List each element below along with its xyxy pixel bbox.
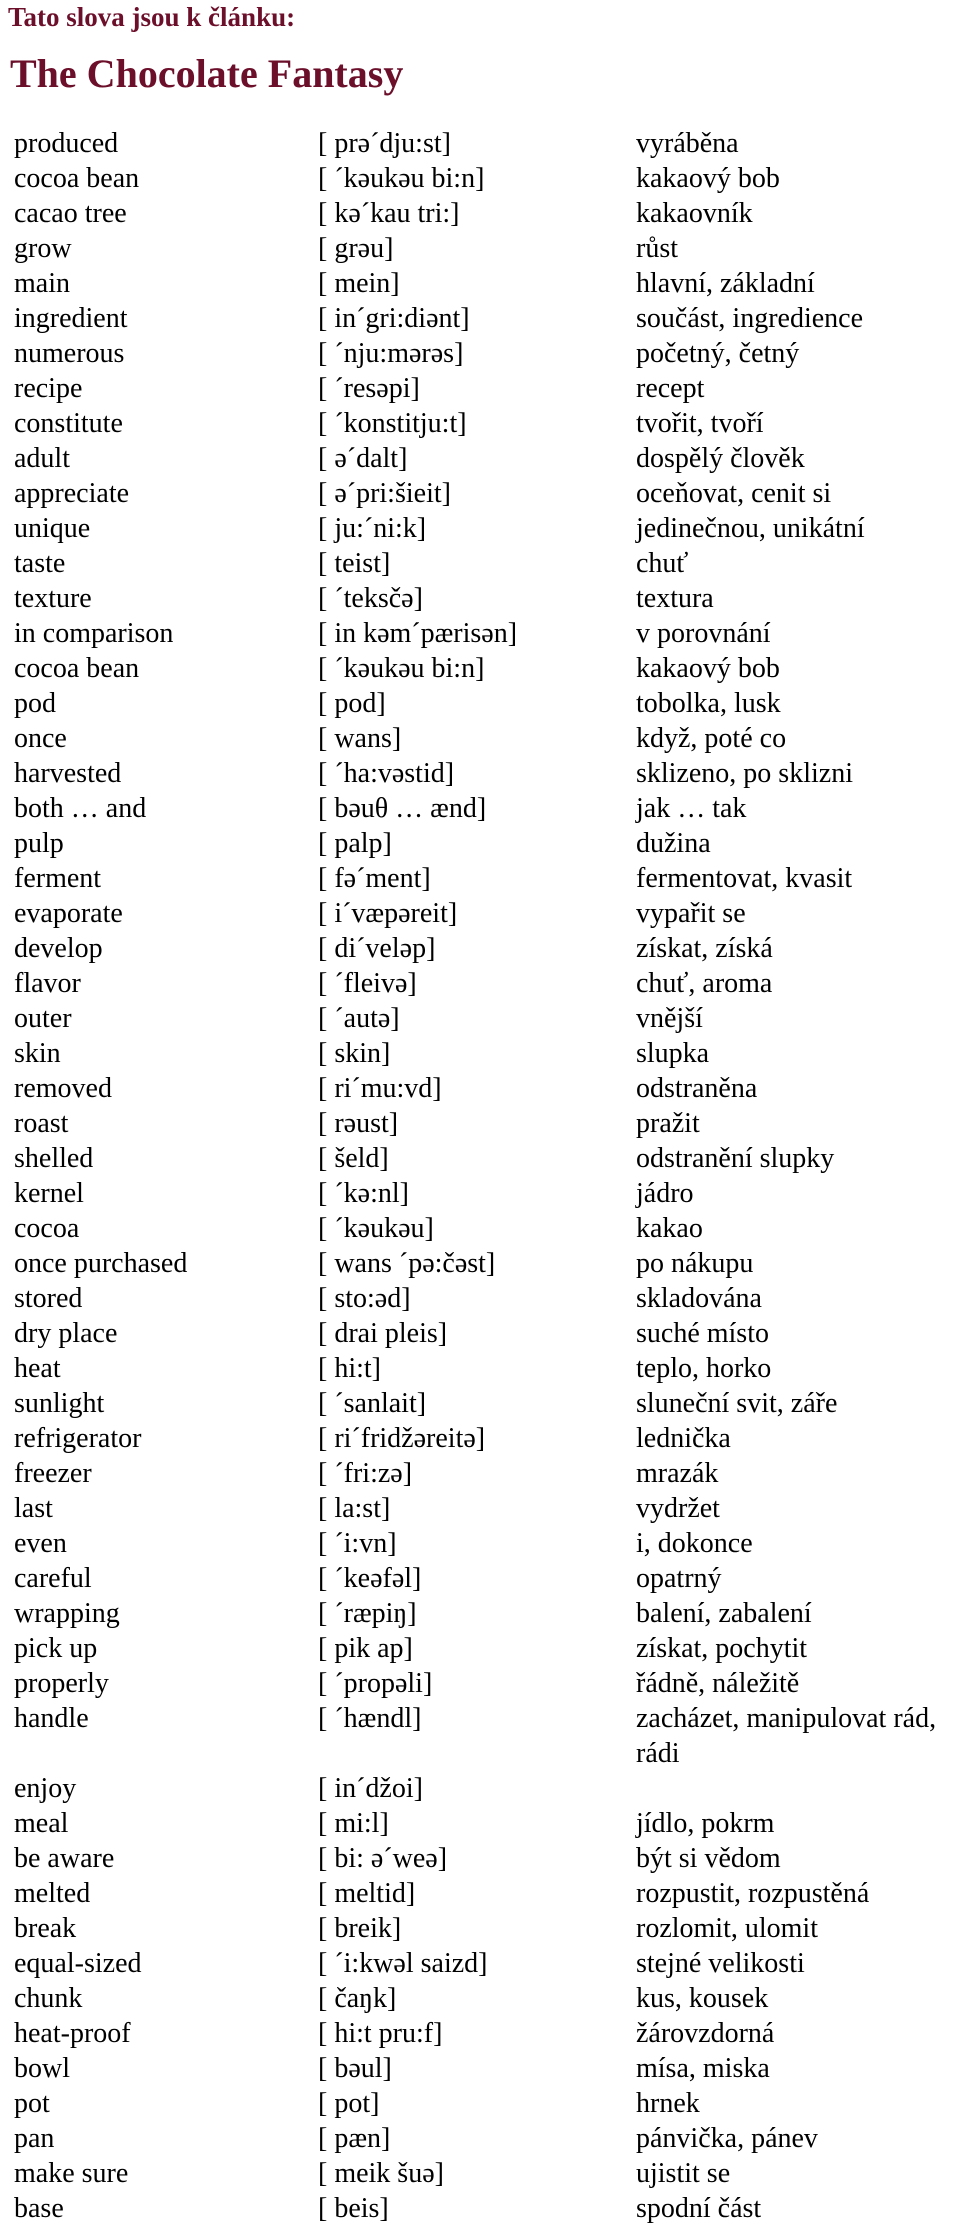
vocab-row [0, 301, 960, 336]
english-word: careful [14, 1563, 92, 1594]
pronunciation: [ palp] [318, 828, 392, 859]
vocab-row [0, 1911, 960, 1946]
czech-translation: slupka [636, 1038, 710, 1069]
vocab-row [0, 1071, 960, 1106]
pronunciation: [ bəuθ … ænd] [318, 793, 487, 824]
english-word: melted [14, 1878, 91, 1909]
czech-translation: kakao [636, 1213, 703, 1244]
czech-translation: pánvička, pánev [636, 2123, 818, 2154]
english-word: last [14, 1493, 53, 1524]
vocab-row [0, 126, 960, 161]
english-word: equal-sized [14, 1948, 142, 1979]
english-word: in comparison [14, 618, 174, 649]
vocab-row [0, 1876, 960, 1911]
pronunciation: [ teist] [318, 548, 391, 579]
english-word: enjoy [14, 1773, 77, 1804]
vocab-row [0, 266, 960, 301]
pronunciation: [ šeld] [318, 1143, 389, 1174]
vocab-row [0, 1631, 960, 1666]
czech-translation: vypařit se [636, 898, 746, 929]
pronunciation: [ ´keəfəl] [318, 1563, 422, 1594]
vocab-row [0, 231, 960, 266]
czech-translation: když, poté co [636, 723, 787, 754]
english-word: develop [14, 933, 103, 964]
czech-translation: odstraněna [636, 1073, 758, 1104]
vocab-row [0, 1281, 960, 1316]
pronunciation: [ ´ræpiŋ] [318, 1598, 417, 1629]
vocab-row [0, 896, 960, 931]
pronunciation: [ pot] [318, 2088, 380, 2119]
czech-translation: opatrný [636, 1563, 722, 1594]
pronunciation: [ ə´pri:šieit] [318, 478, 451, 509]
vocab-row [0, 1246, 960, 1281]
english-word: cocoa bean [14, 653, 140, 684]
vocab-row [0, 196, 960, 231]
czech-translation: zacházet, manipulovat rád, rádi [636, 1703, 937, 1769]
czech-translation: řádně, náležitě [636, 1668, 800, 1699]
vocab-row [0, 1036, 960, 1071]
pronunciation: [ wans ´pə:čəst] [318, 1248, 496, 1279]
english-word: roast [14, 1108, 69, 1139]
english-word: once [14, 723, 67, 754]
czech-translation: jádro [636, 1178, 694, 1209]
english-word: wrapping [14, 1598, 120, 1629]
pronunciation: [ ´teksčə] [318, 583, 423, 614]
czech-translation: růst [636, 233, 678, 264]
english-word: cocoa [14, 1213, 80, 1244]
pronunciation: [ in kəm´pærisən] [318, 618, 518, 649]
pronunciation: [ bəul] [318, 2053, 392, 2084]
english-word: main [14, 268, 70, 299]
english-word: ferment [14, 863, 102, 894]
pronunciation: [ ´ha:vəstid] [318, 758, 455, 789]
pronunciation: [ ´autə] [318, 1003, 400, 1034]
english-word: removed [14, 1073, 112, 1104]
czech-translation: sklizeno, po sklizni [636, 758, 853, 789]
english-word: properly [14, 1668, 109, 1699]
vocab-row [0, 1491, 960, 1526]
czech-translation: oceňovat, cenit si [636, 478, 832, 509]
english-word: numerous [14, 338, 125, 369]
english-word: break [14, 1913, 77, 1944]
vocab-row [0, 966, 960, 1001]
vocab-row [0, 2016, 960, 2051]
vocabulary-table [0, 126, 960, 2226]
english-word: dry place [14, 1318, 118, 1349]
czech-translation: vnější [636, 1003, 703, 1034]
pronunciation: [ hi:t] [318, 1353, 381, 1384]
czech-translation: sluneční svit, záře [636, 1388, 838, 1419]
pronunciation: [ ´sanlait] [318, 1388, 427, 1419]
czech-translation: hlavní, základní [636, 268, 815, 299]
english-word: harvested [14, 758, 122, 789]
english-word: meal [14, 1808, 69, 1839]
czech-translation: i, dokonce [636, 1528, 753, 1559]
czech-translation: kakaovník [636, 198, 753, 229]
pronunciation: [ ju:´ni:k] [318, 513, 427, 544]
intro-text: Tato slova jsou k článku: [8, 2, 296, 32]
czech-translation: balení, zabalení [636, 1598, 812, 1629]
vocab-row [0, 441, 960, 476]
czech-translation: mísa, miska [636, 2053, 770, 2084]
vocab-row [0, 1351, 960, 1386]
english-word: heat-proof [14, 2018, 131, 2049]
pronunciation: [ mi:l] [318, 1808, 389, 1839]
pronunciation: [ ´propəli] [318, 1668, 433, 1699]
pronunciation: [ ´resəpi] [318, 373, 420, 404]
pronunciation: [ wans] [318, 723, 402, 754]
pronunciation: [ beis] [318, 2193, 389, 2224]
pronunciation: [ ´hændl] [318, 1703, 422, 1734]
vocab-row [0, 1211, 960, 1246]
vocab-row [0, 861, 960, 896]
vocab-row [0, 1666, 960, 1701]
vocab-row [0, 826, 960, 861]
czech-translation: kus, kousek [636, 1983, 769, 2014]
english-word: heat [14, 1353, 61, 1384]
english-word: stored [14, 1283, 83, 1314]
pronunciation: [ fə´ment] [318, 863, 431, 894]
pronunciation: [ pæn] [318, 2123, 391, 2154]
czech-translation: odstranění slupky [636, 1143, 835, 1174]
czech-translation: teplo, horko [636, 1353, 772, 1384]
vocab-row [0, 756, 960, 791]
english-word: even [14, 1528, 67, 1559]
czech-translation: tvořit, tvoří [636, 408, 764, 439]
english-word: flavor [14, 968, 81, 999]
vocab-row [0, 1421, 960, 1456]
czech-translation: suché místo [636, 1318, 769, 1349]
czech-translation: ujistit se [636, 2158, 731, 2189]
vocab-row [0, 931, 960, 966]
vocab-row [0, 2191, 960, 2226]
czech-translation: rozlomit, ulomit [636, 1913, 818, 1944]
vocab-row [0, 1176, 960, 1211]
pronunciation: [ i´væpəreit] [318, 898, 458, 929]
pronunciation: [ ´kəukəu] [318, 1213, 434, 1244]
english-word: freezer [14, 1458, 92, 1489]
pronunciation: [ rəust] [318, 1108, 399, 1139]
vocab-row [0, 1771, 960, 1806]
english-word: cacao tree [14, 198, 127, 229]
czech-translation: dužina [636, 828, 711, 859]
english-word: taste [14, 548, 66, 579]
vocab-row [0, 1701, 960, 1771]
czech-translation: stejné velikosti [636, 1948, 805, 1979]
english-word: pick up [14, 1633, 98, 1664]
czech-translation: fermentovat, kvasit [636, 863, 853, 894]
vocab-row [0, 336, 960, 371]
english-word: pot [14, 2088, 50, 2119]
vocab-row [0, 791, 960, 826]
pronunciation: [ in´gri:diənt] [318, 303, 470, 334]
czech-translation: součást, ingredience [636, 303, 864, 334]
pronunciation: [ meik šuə] [318, 2158, 444, 2189]
czech-translation: jak … tak [636, 793, 747, 824]
english-word: appreciate [14, 478, 130, 509]
english-word: evaporate [14, 898, 123, 929]
english-word: refrigerator [14, 1423, 142, 1454]
czech-translation: kakaový bob [636, 653, 780, 684]
english-word: chunk [14, 1983, 83, 2014]
vocab-row [0, 1981, 960, 2016]
czech-translation: hrnek [636, 2088, 700, 2119]
czech-translation: lednička [636, 1423, 731, 1454]
english-word: be aware [14, 1843, 115, 1874]
vocab-row [0, 371, 960, 406]
czech-translation: spodní část [636, 2193, 762, 2224]
vocab-row [0, 2086, 960, 2121]
czech-translation: skladována [636, 1283, 762, 1314]
pronunciation: [ meltid] [318, 1878, 416, 1909]
czech-translation: žárovzdorná [636, 2018, 775, 2049]
czech-translation: chuť [636, 548, 689, 579]
vocab-row [0, 686, 960, 721]
english-word: cocoa bean [14, 163, 140, 194]
pronunciation: [ ə´dalt] [318, 443, 408, 474]
vocab-row [0, 1526, 960, 1561]
pronunciation: [ pod] [318, 688, 386, 719]
vocab-row [0, 1596, 960, 1631]
pronunciation: [ la:st] [318, 1493, 391, 1524]
english-word: grow [14, 233, 72, 264]
czech-translation: textura [636, 583, 714, 614]
english-word: kernel [14, 1178, 84, 1209]
czech-translation: recept [636, 373, 705, 404]
pronunciation: [ ´kəukəu bi:n] [318, 163, 485, 194]
english-word: bowl [14, 2053, 70, 2084]
czech-translation: být si vědom [636, 1843, 781, 1874]
czech-translation: chuť, aroma [636, 968, 773, 999]
vocab-row [0, 1456, 960, 1491]
pronunciation: [ ´i:vn] [318, 1528, 397, 1559]
vocab-row [0, 1561, 960, 1596]
czech-translation: dospělý člověk [636, 443, 805, 474]
pronunciation: [ breik] [318, 1913, 402, 1944]
czech-translation: mrazák [636, 1458, 719, 1489]
vocab-row [0, 2121, 960, 2156]
pronunciation: [ di´veləp] [318, 933, 436, 964]
pronunciation: [ ´fri:zə] [318, 1458, 413, 1489]
pronunciation: [ bi: ə´weə] [318, 1843, 448, 1874]
pronunciation: [ ´i:kwəl saizd] [318, 1948, 488, 1979]
vocab-row [0, 511, 960, 546]
english-word: both … and [14, 793, 147, 824]
pronunciation: [ ´kə:nl] [318, 1178, 409, 1209]
czech-translation: vydržet [636, 1493, 720, 1524]
czech-translation: po nákupu [636, 1248, 754, 1279]
czech-translation: rozpustit, rozpustěná [636, 1878, 870, 1909]
vocab-row [0, 1141, 960, 1176]
article-title: The Chocolate Fantasy [10, 51, 404, 96]
vocab-row [0, 1106, 960, 1141]
english-word: handle [14, 1703, 89, 1734]
english-word: recipe [14, 373, 83, 404]
english-word: once purchased [14, 1248, 188, 1279]
czech-translation: pražit [636, 1108, 700, 1139]
vocab-row [0, 1806, 960, 1841]
pronunciation: [ hi:t pru:f] [318, 2018, 443, 2049]
vocab-row [0, 616, 960, 651]
english-word: texture [14, 583, 92, 614]
english-word: produced [14, 128, 119, 159]
english-word: pan [14, 2123, 55, 2154]
vocab-row [0, 1946, 960, 1981]
pronunciation: [ ri´fridžəreitə] [318, 1423, 486, 1454]
english-word: ingredient [14, 303, 128, 334]
english-word: pulp [14, 828, 64, 859]
pronunciation: [ ´nju:mərəs] [318, 338, 464, 369]
pronunciation: [ in´džoi] [318, 1773, 423, 1804]
english-word: unique [14, 513, 91, 544]
pronunciation: [ skin] [318, 1038, 391, 1069]
vocab-row [0, 161, 960, 196]
czech-translation: v porovnání [636, 618, 771, 649]
pronunciation: [ grəu] [318, 233, 394, 264]
vocab-row [0, 1316, 960, 1351]
english-word: base [14, 2193, 64, 2224]
english-word: pod [14, 688, 56, 719]
czech-translation: jídlo, pokrm [636, 1808, 775, 1839]
pronunciation: [ mein] [318, 268, 400, 299]
vocab-row [0, 651, 960, 686]
pronunciation: [ prə´dju:st] [318, 128, 451, 159]
english-word: outer [14, 1003, 72, 1034]
czech-translation: kakaový bob [636, 163, 780, 194]
vocab-row [0, 1001, 960, 1036]
pronunciation: [ drai pleis] [318, 1318, 448, 1349]
czech-translation: vyráběna [636, 128, 739, 159]
pronunciation: [ ´fleivə] [318, 968, 417, 999]
vocab-row [0, 546, 960, 581]
english-word: skin [14, 1038, 61, 1069]
pronunciation: [ kə´kau tri:] [318, 198, 460, 229]
pronunciation: [ ´kəukəu bi:n] [318, 653, 485, 684]
vocab-row [0, 406, 960, 441]
english-word: adult [14, 443, 70, 474]
vocab-row [0, 476, 960, 511]
vocab-row [0, 2051, 960, 2086]
czech-translation: získat, pochytit [636, 1633, 808, 1664]
english-word: make sure [14, 2158, 129, 2189]
vocab-row [0, 1841, 960, 1876]
pronunciation: [ čaŋk] [318, 1983, 397, 2014]
english-word: shelled [14, 1143, 94, 1174]
english-word: sunlight [14, 1388, 105, 1419]
vocab-row [0, 581, 960, 616]
czech-translation: tobolka, lusk [636, 688, 781, 719]
pronunciation: [ pik ap] [318, 1633, 413, 1664]
vocab-row [0, 1386, 960, 1421]
pronunciation: [ ´konstitju:t] [318, 408, 467, 439]
vocab-row [0, 2156, 960, 2191]
english-word: constitute [14, 408, 123, 439]
vocab-row [0, 721, 960, 756]
pronunciation: [ sto:əd] [318, 1283, 411, 1314]
czech-translation: jedinečnou, unikátní [636, 513, 865, 544]
czech-translation: početný, četný [636, 338, 800, 369]
czech-translation: získat, získá [636, 933, 773, 964]
pronunciation: [ ri´mu:vd] [318, 1073, 442, 1104]
